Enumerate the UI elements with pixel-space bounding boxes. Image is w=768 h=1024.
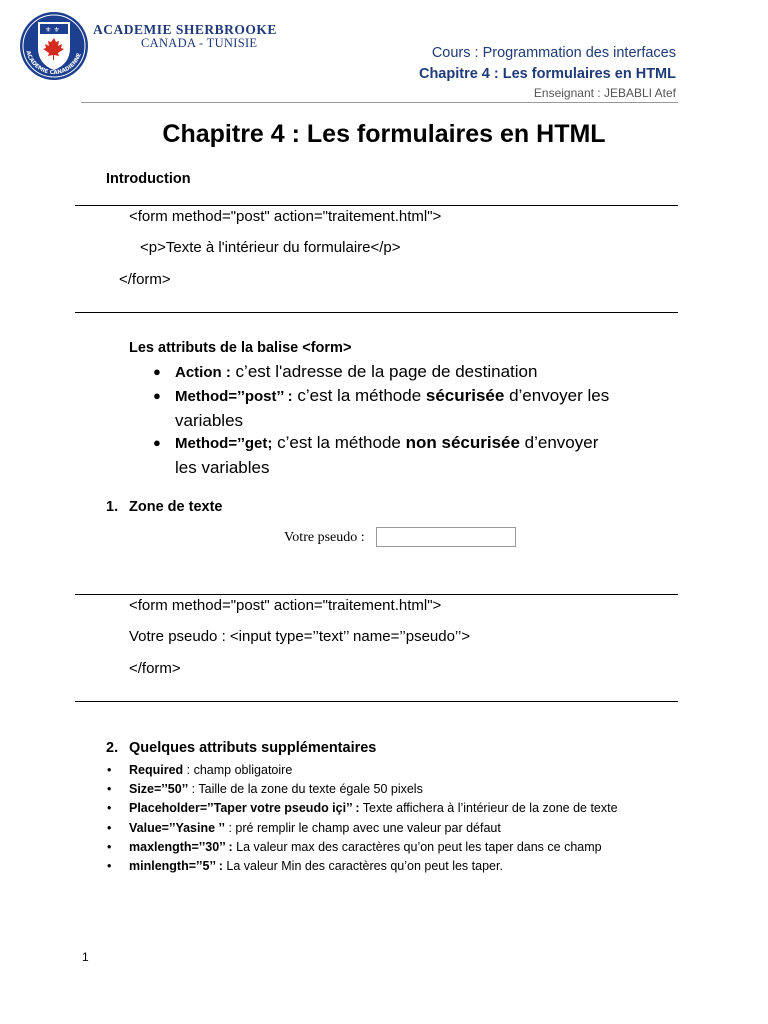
school-name: ACADEMIE SHERBROOKE: [93, 22, 277, 37]
bullet-icon: ●: [153, 388, 161, 403]
list-item: • Placeholder=’’Taper votre pseudo içi’’ : Texte affichera à l’intérieur de la zone de texte: [107, 799, 618, 818]
code-block-bottom-rule: [75, 312, 678, 313]
code-block-top-rule: [75, 205, 678, 206]
section-1-code-line-1: <form method="post" action="traitement.html">: [129, 597, 442, 614]
list-item: • Value=’’Yasine ’’ : pré remplir le champ avec une valeur par défaut: [107, 819, 501, 838]
page-number: 1: [82, 950, 89, 964]
logo-ring-text: ACADEMIE CANADIENNE: [24, 50, 83, 77]
bullet-icon: •: [107, 840, 112, 854]
header-divider: [81, 102, 678, 103]
list-item: ● Method=’’post’’ : c’est la méthode sécurisée d’envoyer les variables: [153, 386, 610, 430]
bullet-icon: ●: [153, 435, 161, 450]
list-item: • maxlength=’’30’’ : La valeur max des caractères qu’on peut les taper dans ce champ: [107, 838, 602, 857]
code-block-top-rule: [75, 594, 678, 595]
svg-text:⚜ ⚜: ⚜ ⚜: [45, 26, 60, 34]
bullet-icon: ●: [153, 364, 161, 379]
form-attributes-heading: Les attributs de la balise <form>: [129, 340, 352, 356]
intro-code-line-3: </form>: [119, 271, 171, 288]
list-item: • Size=’’50’’ : Taille de la zone du texte égale 50 pixels: [107, 780, 423, 799]
chapter-subtitle: Chapitre 4 : Les formulaires en HTML: [418, 66, 676, 82]
pseudo-label: Votre pseudo :: [284, 530, 365, 545]
list-item: ● Method=’’get; c’est la méthode non sécurisée d’envoyer les variables: [153, 433, 599, 477]
bullet-icon: •: [107, 782, 112, 796]
school-logo: [18, 10, 90, 82]
bullet-icon: •: [107, 859, 112, 873]
code-block-bottom-rule: [75, 701, 678, 702]
section-1-heading: Zone de texte: [129, 499, 223, 515]
section-2-heading: Quelques attributs supplémentaires: [129, 740, 377, 756]
list-item: • Required : champ obligatoire: [107, 761, 292, 780]
section-1-code-line-3: </form>: [129, 660, 181, 677]
intro-code-line-1: <form method="post" action="traitement.html">: [129, 208, 442, 225]
section-1-number: 1.: [106, 499, 119, 515]
bullet-icon: •: [107, 763, 112, 777]
course-title: Cours : Programmation des interfaces: [431, 45, 676, 61]
school-subtitle: CANADA - TUNISIE: [141, 36, 258, 50]
bullet-icon: •: [107, 821, 112, 835]
pseudo-input[interactable]: [376, 527, 516, 547]
intro-code-line-2: <p>Texte à l'intérieur du formulaire</p>: [140, 239, 401, 256]
intro-heading: Introduction: [106, 171, 191, 187]
section-1-code-line-2: Votre pseudo : <input type=’’text’’ name=’’pseudo’’>: [129, 628, 471, 645]
section-2-number: 2.: [106, 740, 119, 756]
list-item: • minlength=’’5’’ : La valeur Min des caractères qu’on peut les taper.: [107, 857, 503, 876]
bullet-icon: •: [107, 801, 112, 815]
teacher-name: Enseignant : JEBABLI Atef: [533, 86, 676, 100]
list-item: ● Action : c’est l'adresse de la page de destination: [153, 360, 673, 384]
page-title: Chapitre 4 : Les formulaires en HTML: [162, 120, 606, 148]
